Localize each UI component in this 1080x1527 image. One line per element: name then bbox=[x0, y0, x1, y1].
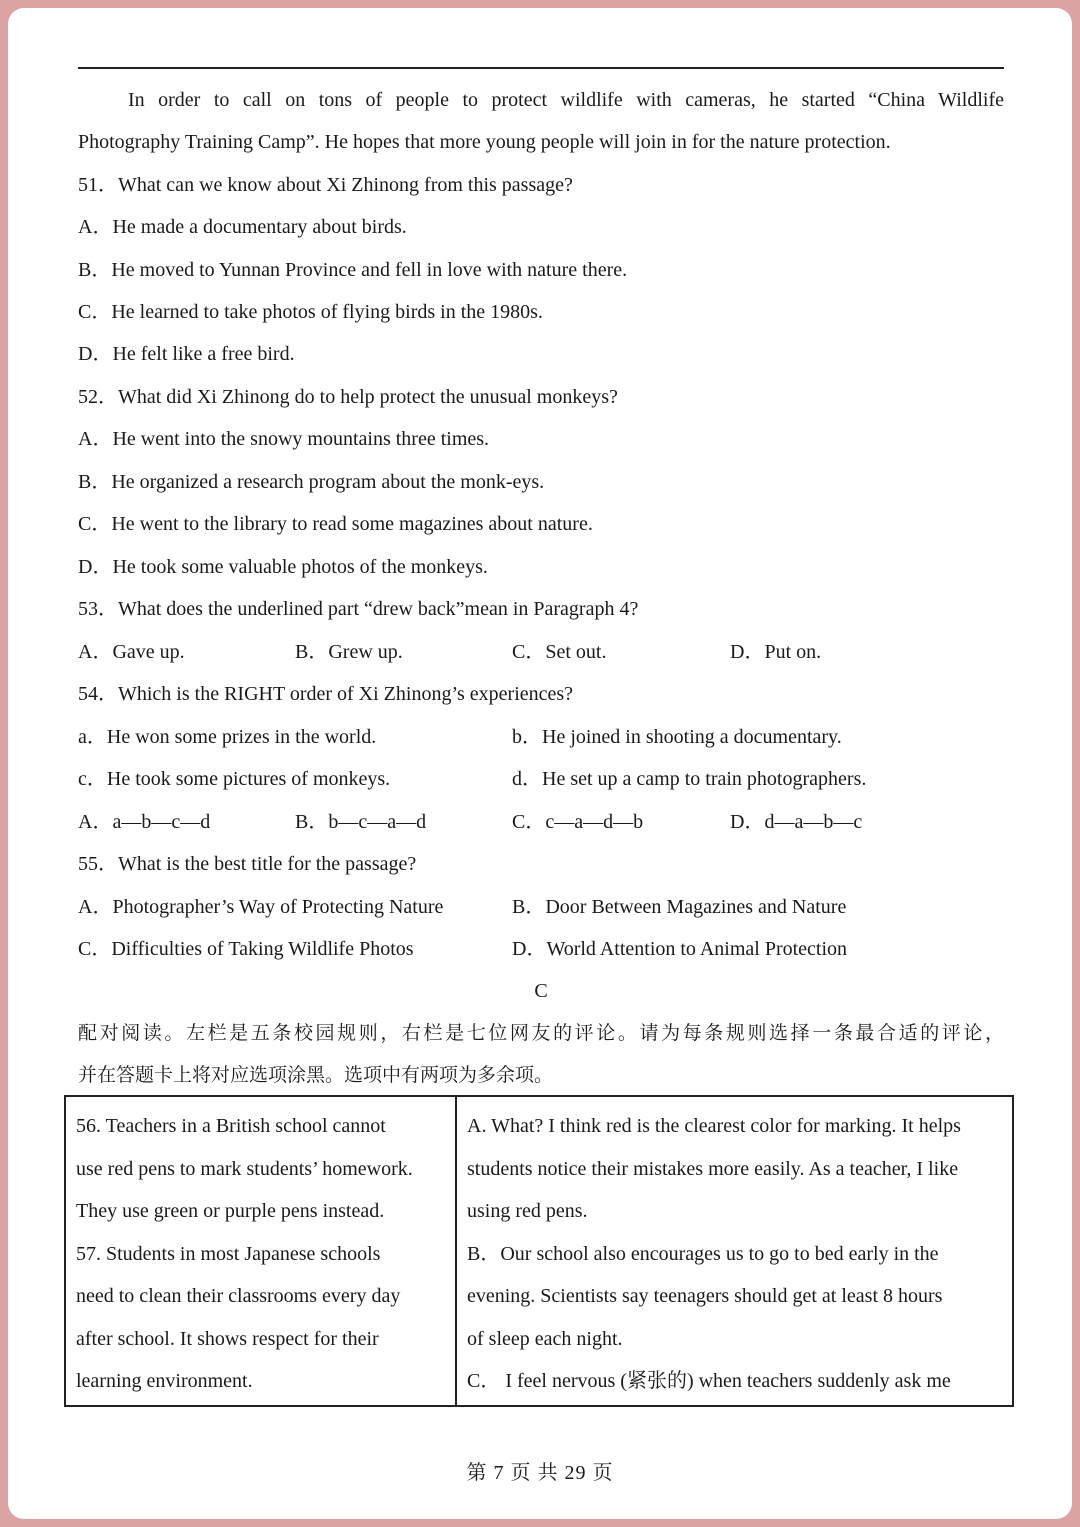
rule-57-line-2: need to clean their classrooms every day bbox=[76, 1285, 401, 1307]
question-55-options-row-2 bbox=[78, 934, 1004, 964]
question-54-event-c: c．He took some pictures of monkeys. bbox=[78, 768, 391, 790]
section-c-instructions-line-1: 配对阅读。左栏是五条校园规则，右栏是七位网友的评论。请为每条规则选择一条最合适的评论， bbox=[78, 1022, 1004, 1044]
question-55-option-d: D．World Attention to Animal Protection bbox=[512, 938, 848, 960]
question-52-option-b: B．He organized a research program about the monk-eys. bbox=[78, 471, 545, 493]
comment-a-line-3: using red pens. bbox=[467, 1200, 588, 1222]
section-c-instructions-line-2: 并在答题卡上将对应选项涂黑。选项中有两项为多余项。 bbox=[78, 1064, 554, 1086]
rule-56-line-3: They use green or purple pens instead. bbox=[76, 1200, 385, 1222]
comment-a-line-2: students notice their mistakes more easily. As a teacher, I like bbox=[467, 1158, 959, 1180]
matching-table bbox=[64, 1095, 1014, 1407]
intro-line-1: In order to call on tons of people to protect wildlife with cameras, he started “China Wildlife bbox=[128, 89, 1004, 111]
question-55-option-c: C．Difficulties of Taking Wildlife Photos bbox=[78, 938, 414, 960]
page-number-footer: 第 7 页 共 29 页 bbox=[466, 1462, 614, 1484]
question-55-stem: 55．What is the best title for the passage? bbox=[78, 853, 417, 875]
question-53-option-c: C．Set out. bbox=[512, 641, 607, 663]
question-51-stem: 51．What can we know about Xi Zhinong from this passage? bbox=[78, 174, 573, 196]
rule-56-line-1: 56. Teachers in a British school cannot bbox=[76, 1115, 386, 1137]
question-53-option-d: D．Put on. bbox=[730, 641, 822, 663]
question-51-option-b: B．He moved to Yunnan Province and fell in love with nature there. bbox=[78, 259, 628, 281]
question-52-option-d: D．He took some valuable photos of the monkeys. bbox=[78, 556, 488, 578]
question-54-stem: 54．Which is the RIGHT order of Xi Zhinong’s experiences? bbox=[78, 683, 574, 705]
intro-line-2: Photography Training Camp”. He hopes that more young people will join in for the nature protection. bbox=[78, 131, 891, 153]
comment-b-line-1: B．Our school also encourages us to go to bed early in the bbox=[467, 1243, 939, 1265]
question-52-option-a: A．He went into the snowy mountains three times. bbox=[78, 428, 490, 450]
question-51-option-c: C．He learned to take photos of flying birds in the 1980s. bbox=[78, 301, 543, 323]
comment-b-line-2: evening. Scientists say teenagers should get at least 8 hours bbox=[467, 1285, 943, 1307]
question-53-option-b: B．Grew up. bbox=[295, 641, 403, 663]
question-54-option-c: C．c—a—d—b bbox=[512, 811, 644, 833]
question-54-events-row-1 bbox=[78, 722, 1004, 752]
comment-c-line-1: C． I feel nervous (紧张的) when teachers suddenly ask me bbox=[467, 1370, 951, 1392]
exam-page bbox=[8, 8, 1072, 1519]
question-54-event-d: d．He set up a camp to train photographers. bbox=[512, 768, 867, 790]
rule-57-line-3: after school. It shows respect for their bbox=[76, 1328, 379, 1350]
rule-57-line-4: learning environment. bbox=[76, 1370, 253, 1392]
section-c-heading: C bbox=[534, 980, 548, 1002]
question-51-option-d: D．He felt like a free bird. bbox=[78, 343, 295, 365]
question-54-option-a: A．a—b—c—d bbox=[78, 811, 211, 833]
question-54-options bbox=[78, 807, 1004, 837]
question-55-options-row-1 bbox=[78, 892, 1004, 922]
question-52-stem: 52．What did Xi Zhinong do to help protect the unusual monkeys? bbox=[78, 386, 618, 408]
question-54-events-row-2 bbox=[78, 764, 1004, 794]
rule-57-line-1: 57. Students in most Japanese schools bbox=[76, 1243, 381, 1265]
question-55-option-b: B．Door Between Magazines and Nature bbox=[512, 896, 847, 918]
question-52-option-c: C．He went to the library to read some magazines about nature. bbox=[78, 513, 593, 535]
question-53-option-a: A．Gave up. bbox=[78, 641, 185, 663]
question-54-option-d: D．d—a—b—c bbox=[730, 811, 863, 833]
question-53-stem: 53．What does the underlined part “drew back”mean in Paragraph 4? bbox=[78, 598, 639, 620]
question-54-option-b: B．b—c—a—d bbox=[295, 811, 427, 833]
question-54-event-b: b．He joined in shooting a documentary. bbox=[512, 726, 842, 748]
comment-b-line-3: of sleep each night. bbox=[467, 1328, 623, 1350]
question-54-event-a: a．He won some prizes in the world. bbox=[78, 726, 377, 748]
question-55-option-a: A．Photographer’s Way of Protecting Nature bbox=[78, 896, 444, 918]
comment-a-line-1: A. What? I think red is the clearest color for marking. It helps bbox=[467, 1115, 961, 1137]
rule-56-line-2: use red pens to mark students’ homework. bbox=[76, 1158, 413, 1180]
header-rule bbox=[78, 67, 1004, 69]
table-column-divider bbox=[455, 1097, 457, 1405]
question-51-option-a: A．He made a documentary about birds. bbox=[78, 216, 407, 238]
question-53-options bbox=[78, 637, 1004, 667]
